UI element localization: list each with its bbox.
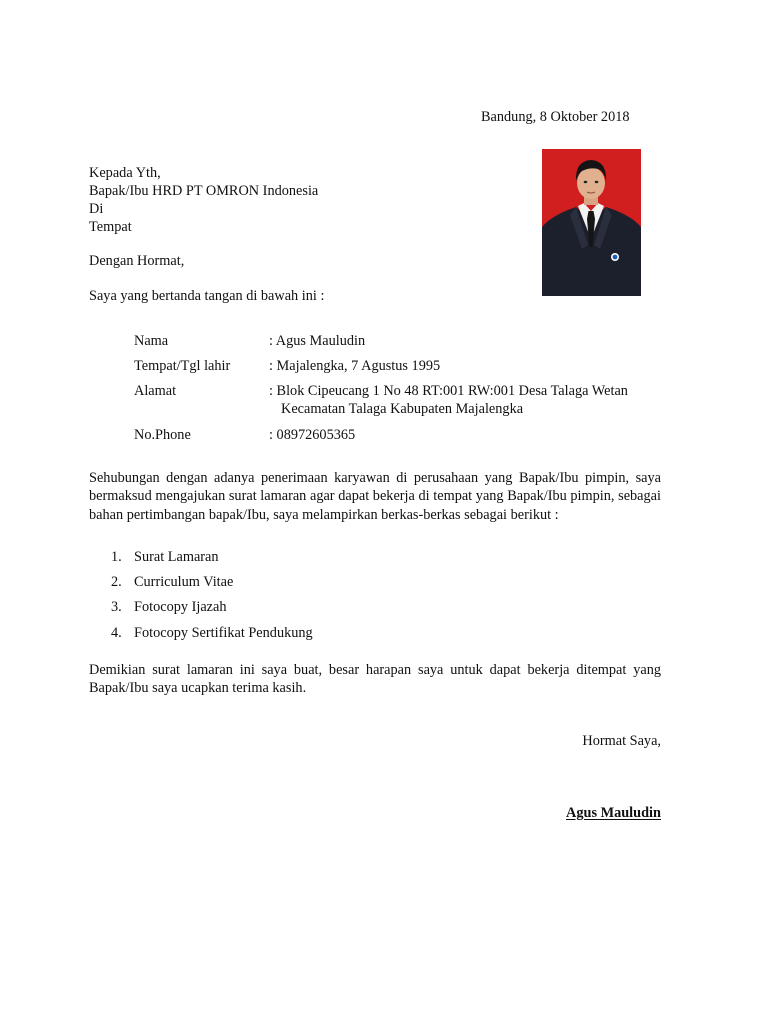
recipient-block	[89, 164, 318, 236]
attachment-text: Surat Lamaran	[134, 549, 219, 565]
attachment-number: 4.	[111, 625, 122, 641]
identity-label: Tempat/Tgl lahir	[134, 358, 231, 374]
intro-sentence: Saya yang bertanda tangan di bawah ini :	[89, 288, 325, 304]
attachment-number: 2.	[111, 574, 122, 590]
greeting: Dengan Hormat,	[89, 253, 185, 269]
identity-value-continued: Kecamatan Talaga Kabupaten Majalengka	[281, 401, 524, 417]
recipient-line: Bapak/Ibu HRD PT OMRON Indonesia	[89, 183, 319, 199]
portrait-icon	[542, 149, 641, 296]
attachment-text: Fotocopy Sertifikat Pendukung	[134, 625, 313, 641]
identity-value: : Agus Mauludin	[269, 333, 366, 349]
attachment-text: Curriculum Vitae	[134, 574, 234, 590]
recipient-line: Di	[89, 201, 104, 217]
signature-name: Agus Mauludin	[566, 805, 661, 821]
identity-label: Alamat	[134, 383, 177, 399]
attachment-item	[111, 549, 219, 566]
identity-value: : 08972605365	[269, 427, 356, 443]
attachment-item	[111, 574, 233, 591]
recipient-line: Kepada Yth,	[89, 165, 161, 181]
closing-paragraph: Demikian surat lamaran ini saya buat, besar harapan saya untuk dapat bekerja ditempat yang Bapak/Ibu saya ucapkan terima kasih.	[89, 662, 661, 697]
attachment-text: Fotocopy Ijazah	[134, 599, 227, 615]
body-paragraph: Sehubungan dengan adanya penerimaan karyawan di perusahaan yang Bapak/Ibu pimpin, saya bermaksud mengajukan surat lamaran agar dapat bekerja di tempat yang Bapak/Ibu pimpin, sebagai bahan pertimbangan bapak/Ibu, saya melampirkan berkas-berkas sebagai berikut :	[89, 470, 661, 523]
recipient-line: Tempat	[89, 219, 132, 235]
identity-value: : Majalengka, 7 Agustus 1995	[269, 358, 441, 374]
attachment-item	[111, 625, 313, 642]
applicant-photo	[542, 149, 641, 296]
letter-date: Bandung, 8 Oktober 2018	[481, 109, 630, 125]
attachment-number: 3.	[111, 599, 122, 615]
identity-value: : Blok Cipeucang 1 No 48 RT:001 RW:001 Desa Talaga Wetan	[269, 383, 628, 399]
attachment-item	[111, 599, 227, 616]
closing-salutation: Hormat Saya,	[582, 733, 661, 749]
identity-label: No.Phone	[134, 427, 191, 443]
identity-label: Nama	[134, 333, 169, 349]
attachment-number: 1.	[111, 549, 122, 565]
